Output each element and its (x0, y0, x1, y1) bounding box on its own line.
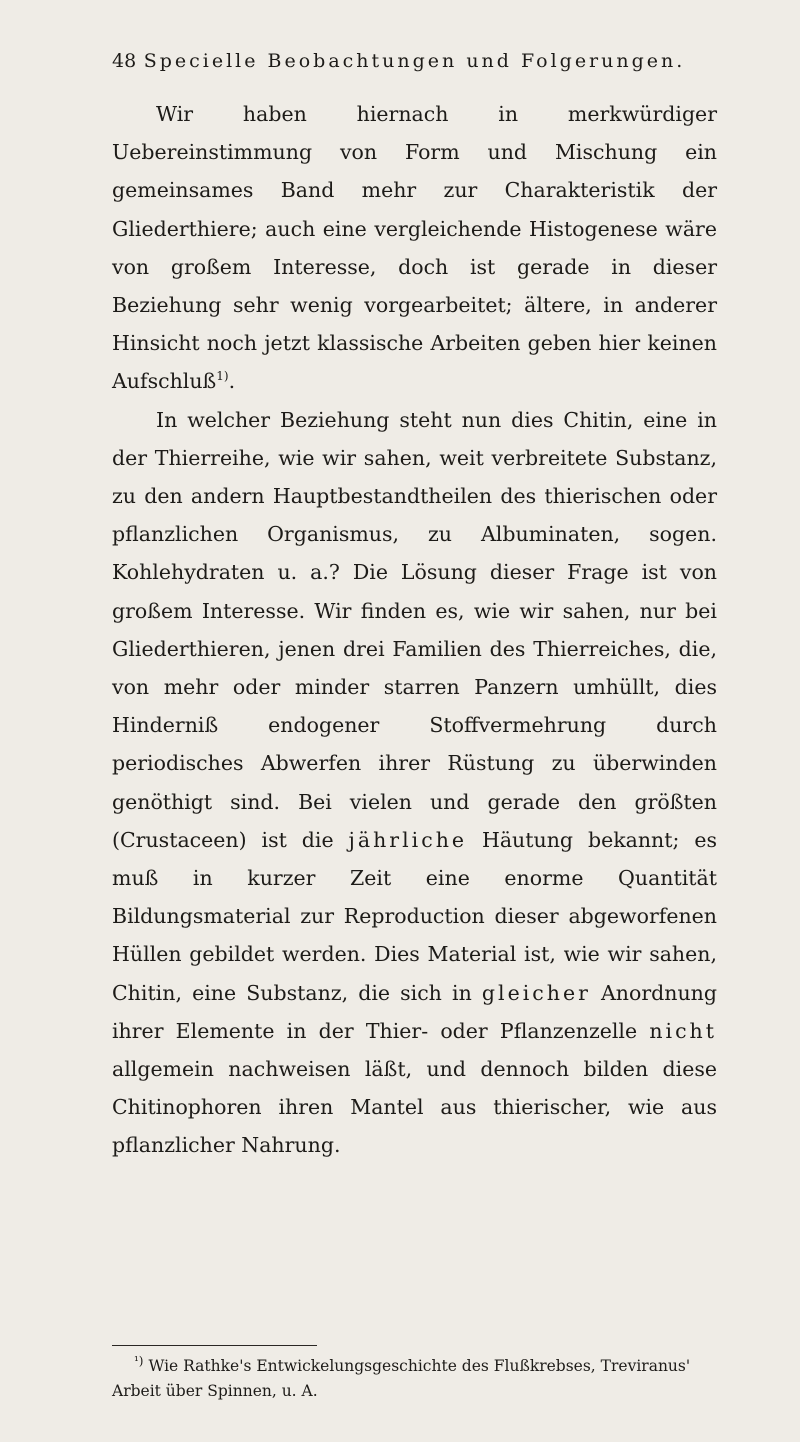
emphasis-nicht: nicht (649, 1018, 717, 1043)
running-title: Specielle Beobachtungen und Folgerungen. (143, 50, 686, 72)
page-header (112, 50, 717, 80)
footnote-text: Wie Rathke's Entwickelungsgeschichte des Flußkrebses, Treviranus' Arbeit über Spinnen, u. A. (112, 1357, 691, 1400)
paragraph-2 (112, 401, 717, 1165)
emphasis-gleicher: gleicher (481, 980, 591, 1005)
page-number: 48 (112, 50, 137, 72)
footnote (112, 1354, 717, 1404)
paragraph-2-end: allgemein nachweisen läßt, und dennoch bilden diese Chitinophoren ihren Mantel aus thierischer, wie aus pflanzlicher Nahrung. (112, 1057, 717, 1158)
body-text (112, 95, 717, 1165)
footnote-divider (112, 1345, 317, 1346)
footnote-body (112, 1354, 717, 1404)
paragraph-1-tail: . (228, 369, 236, 394)
paragraph-2-text: In welcher Beziehung steht nun dies Chitin, eine in der Thierreihe, wie wir sahen, weit verbreitete Substanz, zu den andern Hauptbestandtheilen des thierischen oder pflanzlichen Organismus, zu Albuminaten, sogen. Kohlehydraten u. a.? Die Lösung dieser Frage ist von großem Interesse. Wir finden es, wie wir sahen, nur bei Gliederthieren, jenen drei Familien des Thierreiches, die, von mehr oder minder starren Panzern umhüllt, dies Hinderniß endogener Stoffvermehrung durch periodisches Abwerfen ihrer Rüstung zu überwinden genöthigt sind. Bei vielen und gerade den größten (Crustaceen) ist die (112, 407, 717, 852)
paragraph-1 (112, 95, 717, 401)
paragraph-2-mid-1: Häutung bekannt; es muß in kurzer Zeit eine enorme Quantität Bildungsmaterial zur Reproduction dieser abgeworfenen Hüllen gebildet werden. Dies Material ist, wie wir sahen, Chitin, eine Substanz, die sich in (112, 827, 717, 1005)
paragraph-1-text: Wir haben hiernach in merkwürdiger Uebereinstimmung von Form und Mischung ein gemeinsames Band mehr zur Charakteristik der Gliederthiere; auch eine vergleichende Histogenese wäre von großem Interesse, doch ist gerade in dieser Beziehung sehr wenig vorgearbeitet; ältere, in anderer Hinsicht noch jetzt klassische Arbeiten geben hier keinen Aufschluß (112, 102, 717, 394)
footnote-reference: 1) (216, 369, 229, 384)
emphasis-jaehrliche: jährliche (348, 827, 468, 852)
footnote-marker: ¹) (134, 1353, 144, 1368)
paragraph-2-mid-2: Anordnung ihrer Elemente in der Thier- oder Pflanzenzelle (112, 980, 717, 1043)
